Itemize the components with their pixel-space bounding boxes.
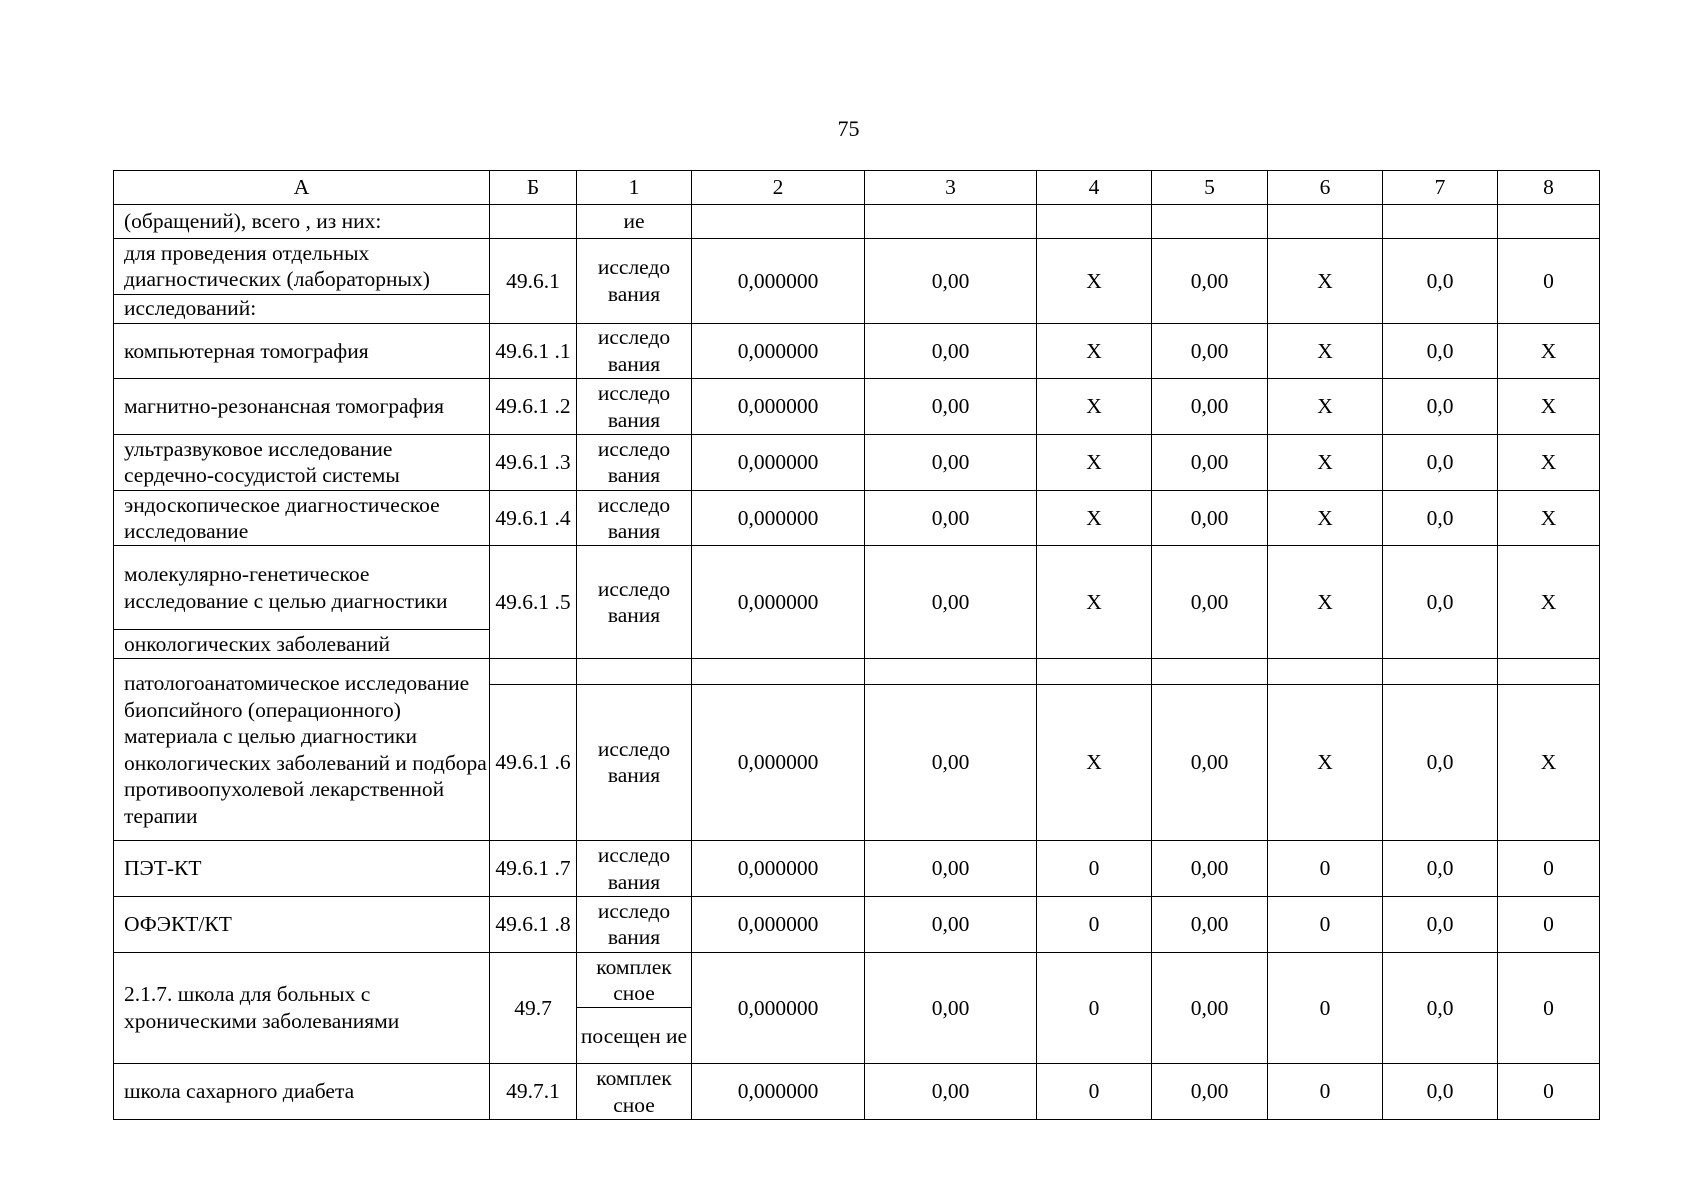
value-cell: 0 — [1037, 897, 1152, 953]
unit-cell: посещен ие — [577, 1008, 692, 1064]
unit-cell: исследо вания — [577, 379, 692, 435]
header-cell: 7 — [1383, 171, 1498, 205]
code-cell — [490, 658, 577, 684]
value-cell: 0 — [1268, 841, 1383, 897]
value-cell — [1383, 205, 1498, 239]
unit-cell: ие — [577, 205, 692, 239]
value-cell: 0,00 — [865, 952, 1037, 1063]
code-cell: 49.6.1 .3 — [490, 435, 577, 491]
value-cell: X — [1037, 435, 1152, 491]
header-cell: 4 — [1037, 171, 1152, 205]
value-cell: 0,000000 — [692, 546, 865, 658]
unit-cell: комплек сное — [577, 1064, 692, 1120]
value-cell: 0,000000 — [692, 379, 865, 435]
value-cell: 0,0 — [1383, 379, 1498, 435]
value-cell: 0,00 — [1152, 897, 1268, 953]
row-label: школа сахарного диабета — [114, 1064, 490, 1120]
value-cell: 0,0 — [1383, 435, 1498, 491]
table-row — [114, 658, 1600, 684]
unit-cell: исследо вания — [577, 546, 692, 658]
value-cell: 0,00 — [865, 323, 1037, 379]
value-cell: 0,0 — [1383, 684, 1498, 841]
table-row — [114, 239, 1600, 295]
value-cell — [1037, 205, 1152, 239]
code-cell: 49.7 — [490, 952, 577, 1063]
value-cell: 0,000000 — [692, 684, 865, 841]
value-cell: 0,00 — [1152, 323, 1268, 379]
value-cell: 0,0 — [1383, 239, 1498, 324]
value-cell: 0,000000 — [692, 490, 865, 546]
value-cell: 0 — [1498, 1064, 1600, 1120]
value-cell: X — [1037, 490, 1152, 546]
page-number: 75 — [837, 116, 860, 141]
unit-cell: комплек сное — [577, 952, 692, 1008]
unit-cell: исследо вания — [577, 435, 692, 491]
table-row — [114, 205, 1600, 239]
value-cell: X — [1037, 323, 1152, 379]
value-cell: 0 — [1268, 897, 1383, 953]
header-cell: Б — [490, 171, 577, 205]
row-label-continued: онкологических заболеваний — [114, 629, 490, 658]
value-cell: 0 — [1037, 952, 1152, 1063]
header-cell: А — [114, 171, 490, 205]
value-cell: 0,000000 — [692, 435, 865, 491]
value-cell: X — [1037, 546, 1152, 658]
table-row — [114, 1064, 1600, 1120]
value-cell: 0,000000 — [692, 952, 865, 1063]
data-table — [113, 170, 1600, 1120]
value-cell — [692, 205, 865, 239]
value-cell: 0,0 — [1383, 323, 1498, 379]
unit-cell: исследо вания — [577, 897, 692, 953]
value-cell: X — [1268, 379, 1383, 435]
value-cell: X — [1498, 490, 1600, 546]
table-row — [114, 952, 1600, 1008]
row-label: ОФЭКТ/КТ — [114, 897, 490, 953]
code-cell: 49.6.1 .6 — [490, 684, 577, 841]
value-cell: X — [1498, 379, 1600, 435]
value-cell: X — [1498, 323, 1600, 379]
value-cell — [1268, 205, 1383, 239]
value-cell: 0,00 — [1152, 239, 1268, 324]
value-cell — [865, 658, 1037, 684]
value-cell: 0,0 — [1383, 841, 1498, 897]
value-cell — [1498, 205, 1600, 239]
value-cell: 0,000000 — [692, 323, 865, 379]
value-cell — [1268, 658, 1383, 684]
value-cell: X — [1498, 435, 1600, 491]
value-cell — [692, 658, 865, 684]
value-cell: 0,00 — [1152, 952, 1268, 1063]
value-cell: X — [1268, 323, 1383, 379]
value-cell: 0,0 — [1383, 897, 1498, 953]
row-label-continued: исследований: — [114, 294, 490, 323]
value-cell: 0 — [1498, 239, 1600, 324]
unit-cell — [577, 658, 692, 684]
value-cell: 0,00 — [865, 546, 1037, 658]
unit-cell: исследо вания — [577, 323, 692, 379]
value-cell: 0,00 — [865, 841, 1037, 897]
header-cell: 2 — [692, 171, 865, 205]
value-cell: 0,00 — [865, 379, 1037, 435]
value-cell: 0 — [1498, 841, 1600, 897]
table-row — [114, 546, 1600, 630]
row-label: молекулярно-генетическое исследование с целью диагностики — [114, 546, 490, 630]
value-cell: 0,0 — [1383, 952, 1498, 1063]
code-cell: 49.6.1 .8 — [490, 897, 577, 953]
code-cell: 49.6.1 .7 — [490, 841, 577, 897]
code-cell: 49.7.1 — [490, 1064, 577, 1120]
header-cell: 1 — [577, 171, 692, 205]
value-cell: 0,0 — [1383, 1064, 1498, 1120]
unit-cell: исследо вания — [577, 841, 692, 897]
value-cell: 0 — [1037, 1064, 1152, 1120]
row-label: 2.1.7. школа для больных с хроническими заболеваниями — [114, 952, 490, 1063]
unit-cell: исследо вания — [577, 490, 692, 546]
value-cell: 0,00 — [865, 684, 1037, 841]
value-cell: X — [1037, 379, 1152, 435]
value-cell: 0,00 — [865, 239, 1037, 324]
value-cell: 0,000000 — [692, 897, 865, 953]
code-cell: 49.6.1 .5 — [490, 546, 577, 658]
code-cell: 49.6.1 .1 — [490, 323, 577, 379]
table-row — [114, 435, 1600, 491]
value-cell: X — [1268, 239, 1383, 324]
value-cell: 0,0 — [1383, 546, 1498, 658]
value-cell: 0,0 — [1383, 490, 1498, 546]
value-cell: 0,00 — [1152, 379, 1268, 435]
value-cell: 0,00 — [1152, 435, 1268, 491]
header-cell: 8 — [1498, 171, 1600, 205]
value-cell: X — [1037, 239, 1152, 324]
table-row — [114, 897, 1600, 953]
table-row — [114, 379, 1600, 435]
value-cell: 0,00 — [1152, 684, 1268, 841]
header-cell: 3 — [865, 171, 1037, 205]
value-cell: 0 — [1498, 897, 1600, 953]
row-label: ультразвуковое исследование сердечно-сосудистой системы — [114, 435, 490, 491]
value-cell: 0,000000 — [692, 1064, 865, 1120]
header-row — [114, 171, 1600, 205]
value-cell: 0,000000 — [692, 841, 865, 897]
value-cell: 0,00 — [865, 1064, 1037, 1120]
value-cell — [1152, 205, 1268, 239]
code-cell: 49.6.1 — [490, 239, 577, 324]
code-cell — [490, 205, 577, 239]
code-cell: 49.6.1 .4 — [490, 490, 577, 546]
value-cell: X — [1268, 490, 1383, 546]
row-label: для проведения отдельных диагностических (лабораторных) — [114, 239, 490, 295]
value-cell: 0,00 — [1152, 546, 1268, 658]
value-cell: X — [1268, 684, 1383, 841]
value-cell: 0,00 — [1152, 490, 1268, 546]
value-cell — [1037, 658, 1152, 684]
value-cell — [1498, 658, 1600, 684]
code-cell: 49.6.1 .2 — [490, 379, 577, 435]
row-label: эндоскопическое диагностическое исследование — [114, 490, 490, 546]
row-label: ПЭТ-КТ — [114, 841, 490, 897]
value-cell — [865, 205, 1037, 239]
value-cell: 0,00 — [1152, 841, 1268, 897]
table-row — [114, 841, 1600, 897]
row-label: компьютерная томография — [114, 323, 490, 379]
header-cell: 6 — [1268, 171, 1383, 205]
row-label: магнитно-резонансная томография — [114, 379, 490, 435]
value-cell: X — [1498, 546, 1600, 658]
value-cell: 0,00 — [865, 490, 1037, 546]
value-cell: 0 — [1268, 952, 1383, 1063]
value-cell — [1383, 658, 1498, 684]
table-row — [114, 323, 1600, 379]
value-cell: X — [1268, 546, 1383, 658]
value-cell: 0,00 — [865, 897, 1037, 953]
unit-cell: исследо вания — [577, 239, 692, 324]
value-cell: 0,00 — [1152, 1064, 1268, 1120]
value-cell: 0,000000 — [692, 239, 865, 324]
value-cell: 0 — [1268, 1064, 1383, 1120]
header-cell: 5 — [1152, 171, 1268, 205]
value-cell: 0 — [1498, 952, 1600, 1063]
value-cell: 0 — [1037, 841, 1152, 897]
table-row — [114, 490, 1600, 546]
value-cell: X — [1037, 684, 1152, 841]
value-cell: 0,00 — [865, 435, 1037, 491]
value-cell — [1152, 658, 1268, 684]
value-cell: X — [1268, 435, 1383, 491]
unit-cell: исследо вания — [577, 684, 692, 841]
row-label: патологоанатомическое исследование биопсийного (операционного) материала с целью диагностики онкологических заболеваний и подбора противоопухолевой лекарственной терапии — [114, 658, 490, 841]
row-label: (обращений), всего , из них: — [114, 205, 490, 239]
value-cell: X — [1498, 684, 1600, 841]
